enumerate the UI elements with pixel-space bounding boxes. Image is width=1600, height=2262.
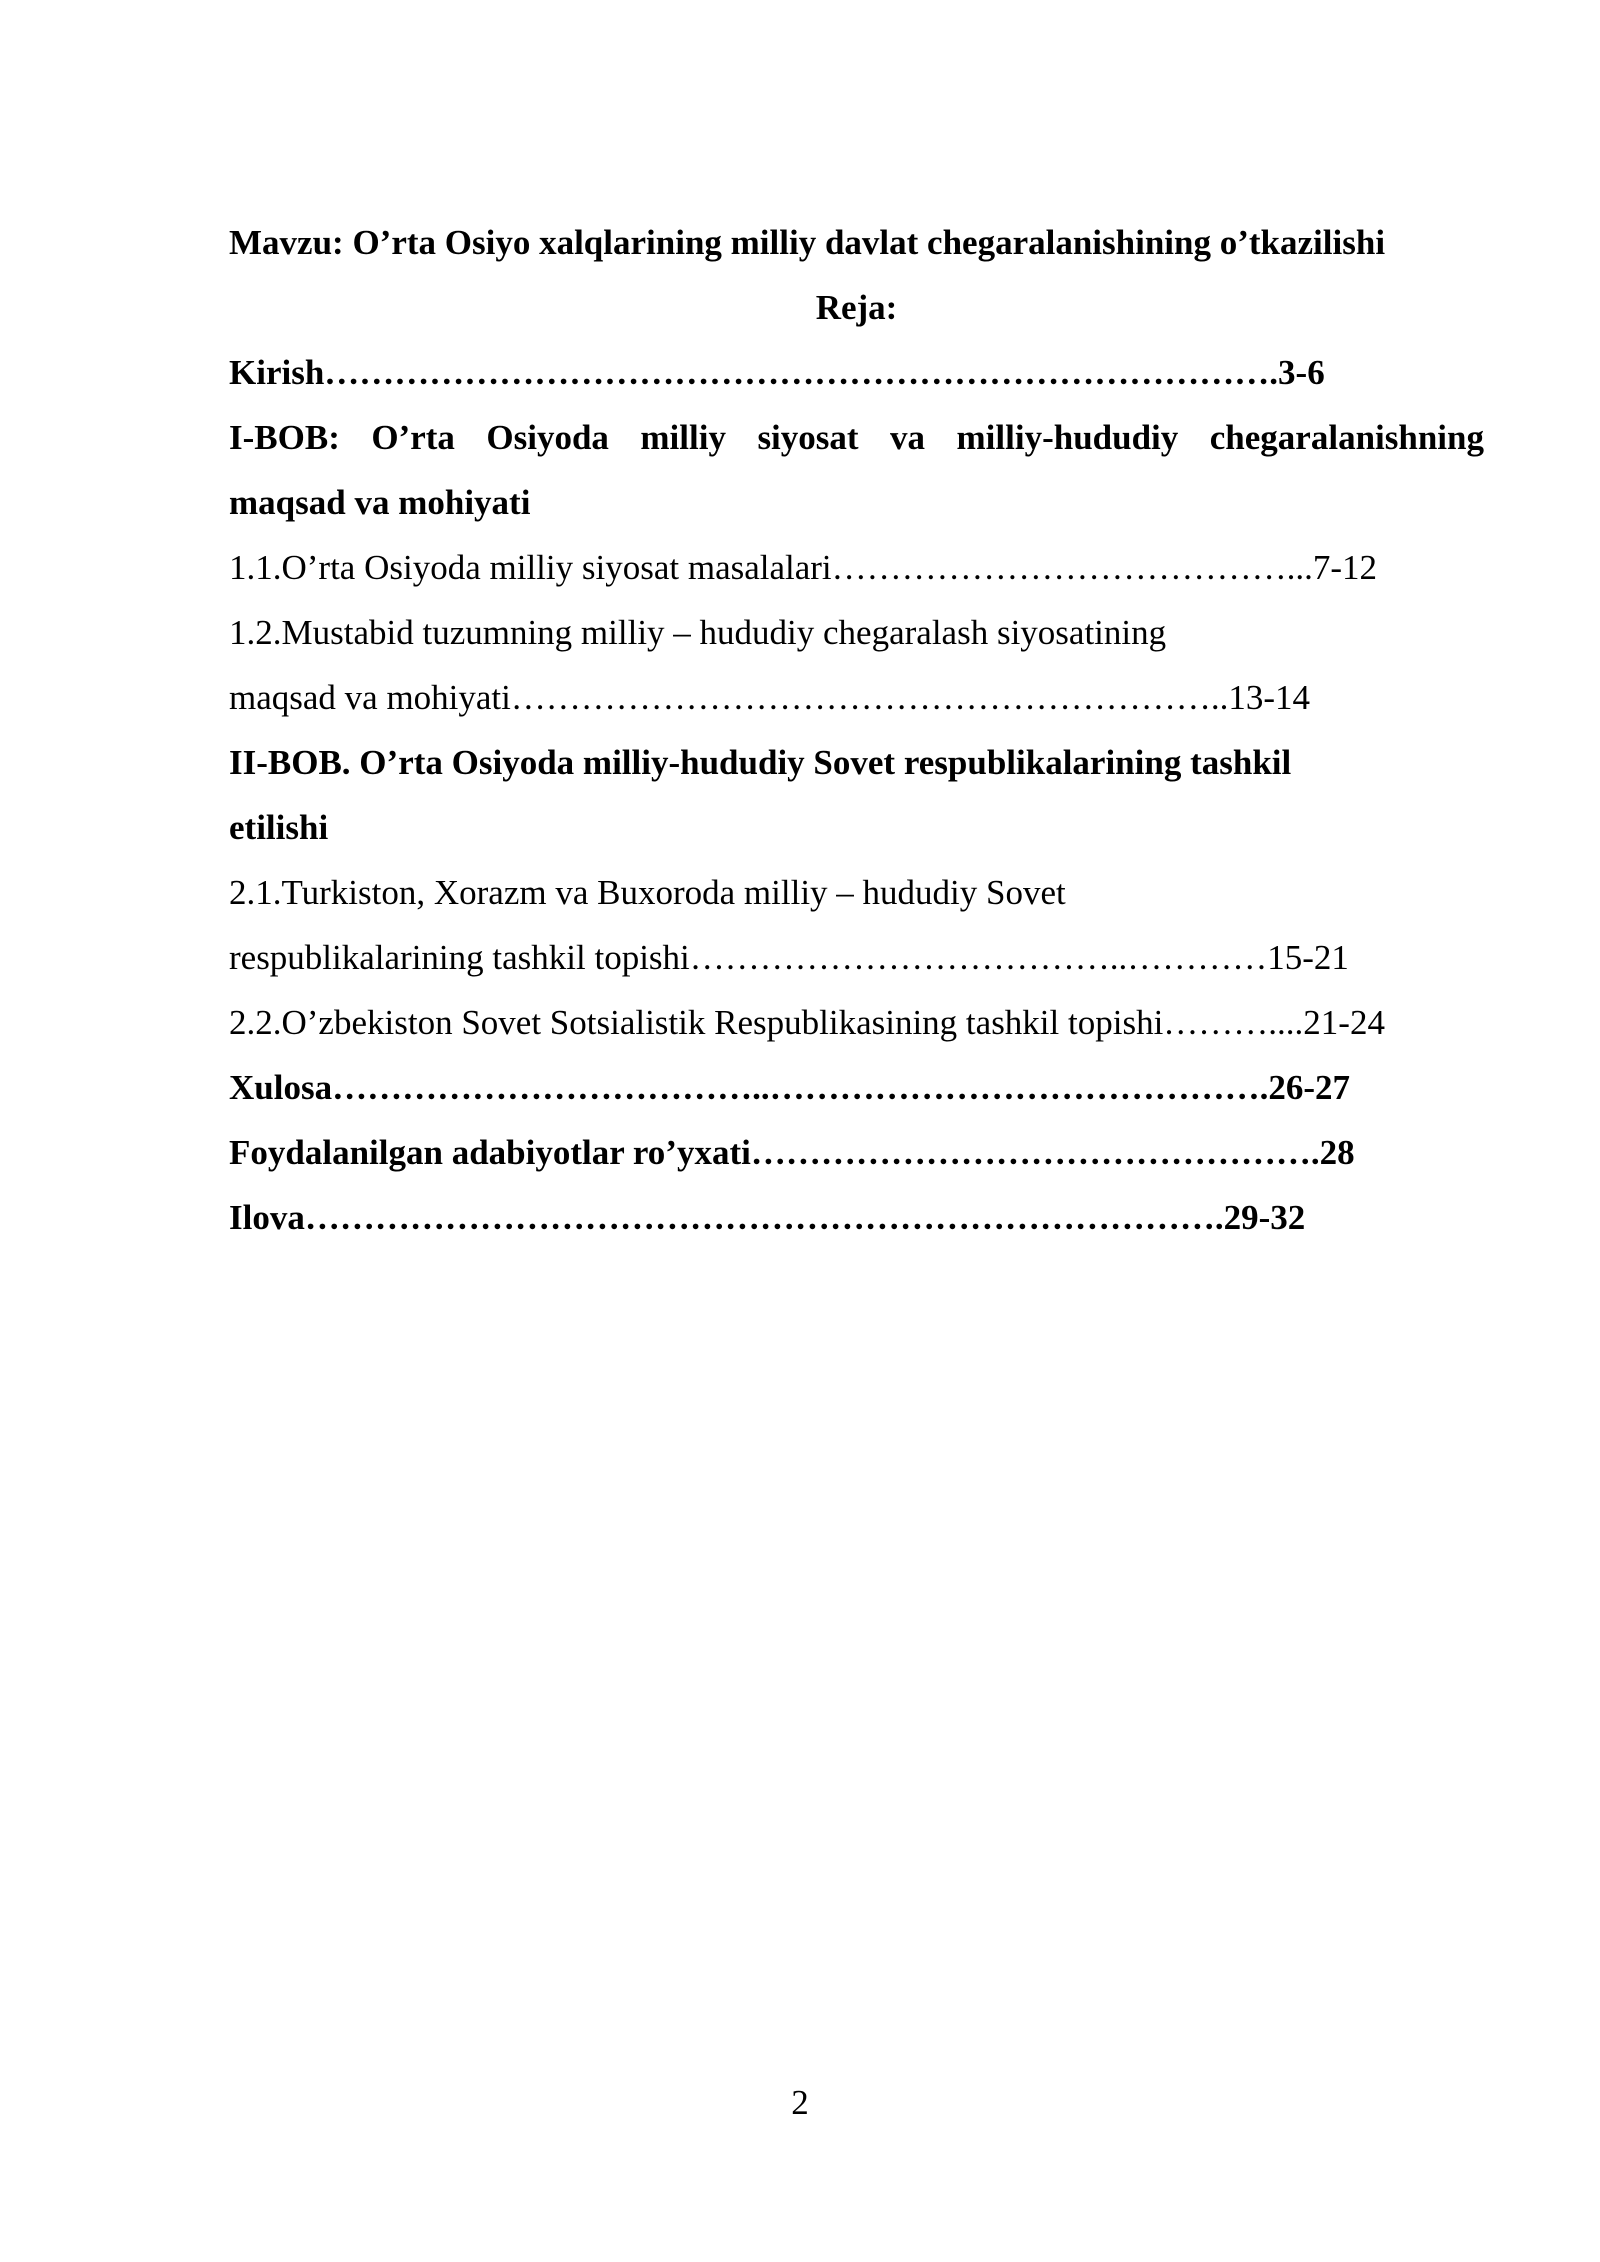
toc-entry-1-2: 1.2.Mustabid tuzumning milliy – hududiy chegaralash siyosatining	[229, 613, 1167, 652]
plan-heading: Reja:	[815, 288, 898, 327]
toc-entry-1-1: 1.1.O’rta Osiyoda milliy siyosat masalalari…………………………………...7-12	[229, 548, 1378, 587]
toc-chapter-1-heading-continued: maqsad va mohiyati	[229, 483, 531, 522]
toc-chapter-1-heading: I-BOB: O’rta Osiyoda milliy siyosat va milliy-hududiy chegaralanishning	[229, 418, 1484, 457]
toc-entry-1-2-continued: maqsad va mohiyati……………………………………………………..13-14	[229, 678, 1311, 717]
table-of-contents	[229, 210, 1484, 1250]
toc-entry-ilova: Ilova…………………………………………………………………….29-32	[229, 1198, 1306, 1237]
toc-entry-xulosa: Xulosa………………………………..…………………………………….26-27	[229, 1068, 1350, 1107]
page-number: 2	[791, 2083, 809, 2122]
toc-entry-kirish: Kirish……………………………………………………………………….3-6	[229, 353, 1325, 392]
toc-entry-references: Foydalanilgan adabiyotlar ro’yxati………………………………………….28	[229, 1133, 1355, 1172]
toc-chapter-2-heading: II-BOB. O’rta Osiyoda milliy-hududiy Sovet respublikalarining tashkil	[229, 743, 1292, 782]
document-title: Mavzu: O’rta Osiyo xalqlarining milliy davlat chegaralanishining o’tkazilishi	[229, 223, 1386, 262]
toc-chapter-2-heading-continued: etilishi	[229, 808, 329, 847]
toc-entry-2-1: 2.1.Turkiston, Xorazm va Buxoroda milliy – hududiy Sovet	[229, 873, 1066, 912]
toc-entry-2-2: 2.2.O’zbekiston Sovet Sotsialistik Respublikasining tashkil topishi………....21-24	[229, 1003, 1385, 1042]
toc-entry-2-1-continued: respublikalarining tashkil topishi………………………………..…………15-21	[229, 938, 1349, 977]
